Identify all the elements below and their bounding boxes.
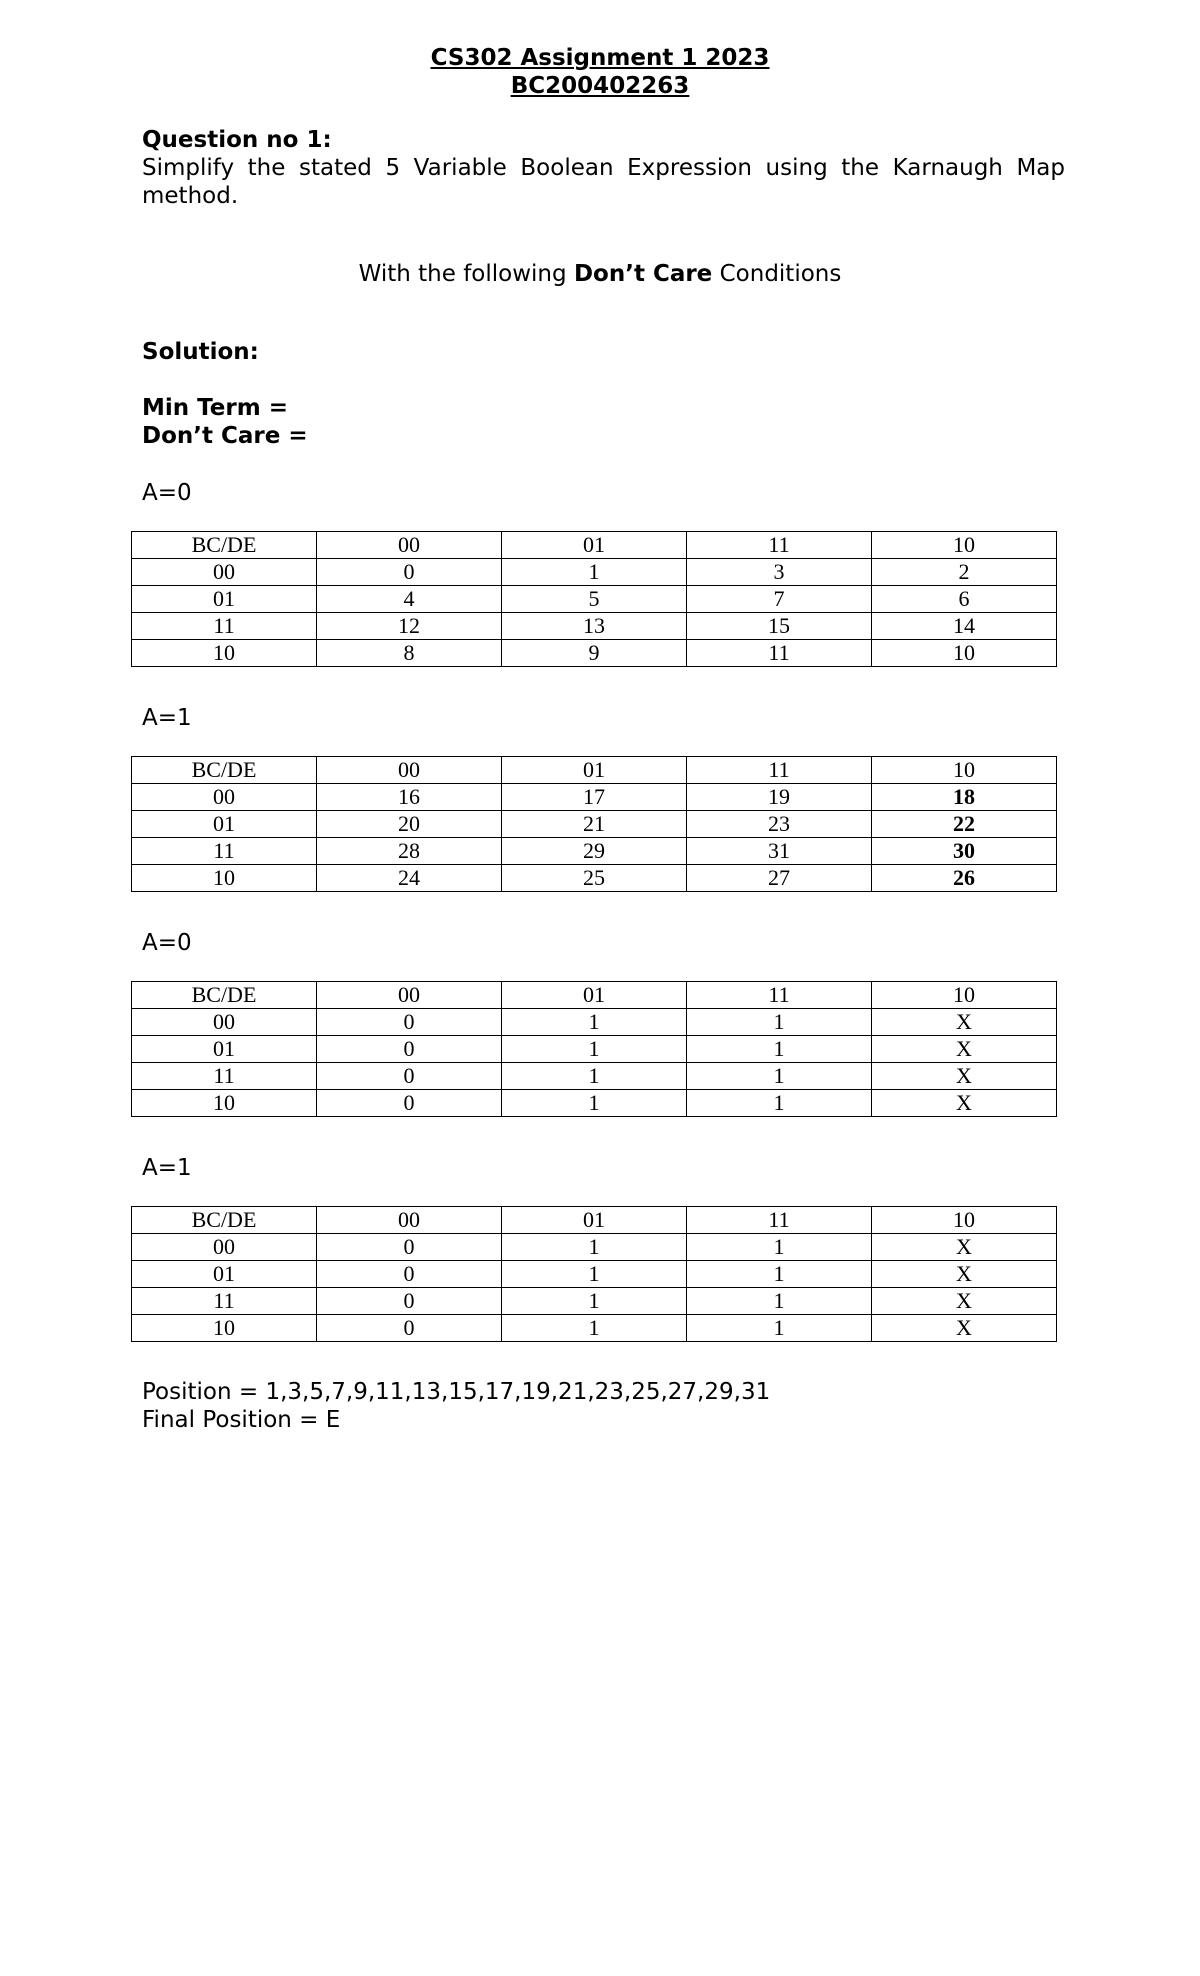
kmap-row-label: 00 [132, 1009, 317, 1036]
kmap-row-label: 00 [132, 559, 317, 586]
kmap-header-cell: 10 [872, 1207, 1057, 1234]
kmap-label: A=0 [142, 480, 192, 506]
kmap-row-label: 11 [132, 1063, 317, 1090]
kmap-cell: 10 [872, 640, 1057, 667]
kmap-row [132, 1288, 1057, 1315]
kmap-header-cell: 01 [502, 982, 687, 1009]
kmap-cell: 1 [502, 1036, 687, 1063]
kmap-cell: 1 [687, 1315, 872, 1342]
kmap-row [132, 1090, 1057, 1117]
kmap-cell: 19 [687, 784, 872, 811]
kmap-row [132, 1315, 1057, 1342]
kmap-cell: 1 [687, 1261, 872, 1288]
kmap-cell: 0 [317, 1288, 502, 1315]
kmap-cell: 13 [502, 613, 687, 640]
kmap-cell: 23 [687, 811, 872, 838]
kmap-cell: 0 [317, 1234, 502, 1261]
kmap-cell: 1 [502, 1063, 687, 1090]
kmap-cell: 22 [872, 811, 1057, 838]
kmap-cell: X [872, 1036, 1057, 1063]
kmap-cell: 1 [502, 1288, 687, 1315]
kmap-header-cell: 01 [502, 1207, 687, 1234]
assignment-title: CS302 Assignment 1 2023 [430, 45, 770, 71]
kmap-cell: 12 [317, 613, 502, 640]
kmap-cell: 20 [317, 811, 502, 838]
kmap-label: A=0 [142, 930, 192, 956]
kmap-header-cell: 01 [502, 757, 687, 784]
kmap-cell: 11 [687, 640, 872, 667]
kmap-row [132, 1261, 1057, 1288]
kmap-row-label: 00 [132, 784, 317, 811]
kmap-cell: 7 [687, 586, 872, 613]
kmap-cell: 0 [317, 559, 502, 586]
kmap-row-label: 10 [132, 865, 317, 892]
kmap-cell: 4 [317, 586, 502, 613]
kmap-header-cell: 10 [872, 982, 1057, 1009]
kmap-row-label: 10 [132, 1315, 317, 1342]
kmap-row [132, 559, 1057, 586]
kmap-row-label: 01 [132, 1036, 317, 1063]
kmap-cell: 25 [502, 865, 687, 892]
kmap-cell: 0 [317, 1090, 502, 1117]
kmap-cell: 1 [502, 1315, 687, 1342]
kmap-cell: 5 [502, 586, 687, 613]
dont-care-equation: Don’t Care = [142, 423, 308, 449]
kmap-row [132, 640, 1057, 667]
student-id: BC200402263 [510, 73, 690, 99]
kmap-header-cell: 11 [687, 757, 872, 784]
solution-heading: Solution: [142, 339, 259, 365]
kmap-cell: 0 [317, 1261, 502, 1288]
kmap-cell: X [872, 1261, 1057, 1288]
kmap-cell: 3 [687, 559, 872, 586]
kmap-cell: 8 [317, 640, 502, 667]
kmap-cell: 1 [687, 1090, 872, 1117]
kmap-header-cell: 00 [317, 757, 502, 784]
dont-care-conditions-line [0, 260, 1200, 288]
kmap-cell: 1 [502, 1009, 687, 1036]
kmap-table [131, 756, 1057, 892]
kmap-row-label: 01 [132, 1261, 317, 1288]
kmap-row-label: 11 [132, 838, 317, 865]
kmap-header-cell: 00 [317, 532, 502, 559]
position-line: Position = 1,3,5,7,9,11,13,15,17,19,21,23,25,27,29,31 [142, 1379, 771, 1405]
kmap-cell: X [872, 1009, 1057, 1036]
kmap-row [132, 1036, 1057, 1063]
kmap-row-label: 11 [132, 613, 317, 640]
kmap-row [132, 865, 1057, 892]
kmap-cell: 14 [872, 613, 1057, 640]
kmap-row [132, 586, 1057, 613]
kmap-cell: 30 [872, 838, 1057, 865]
kmap-header-cell: BC/DE [132, 757, 317, 784]
kmap-row [132, 1234, 1057, 1261]
kmap-header-cell: 00 [317, 1207, 502, 1234]
dont-care-suffix: Conditions [712, 261, 842, 287]
kmap-row-label: 10 [132, 640, 317, 667]
min-term-equation: Min Term = [142, 395, 288, 421]
kmap-cell: 15 [687, 613, 872, 640]
kmap-cell: X [872, 1288, 1057, 1315]
kmap-row-label: 01 [132, 586, 317, 613]
kmap-row-label: 01 [132, 811, 317, 838]
kmap-cell: 1 [502, 1261, 687, 1288]
kmap-cell: 29 [502, 838, 687, 865]
dont-care-prefix: With the following [358, 261, 574, 287]
final-position-line: Final Position = E [142, 1407, 341, 1433]
kmap-header-cell: BC/DE [132, 532, 317, 559]
kmap-cell: X [872, 1315, 1057, 1342]
kmap-cell: 1 [502, 559, 687, 586]
kmap-row [132, 613, 1057, 640]
kmap-header-row [132, 982, 1057, 1009]
kmap-row [132, 811, 1057, 838]
kmap-cell: X [872, 1063, 1057, 1090]
kmap-label: A=1 [142, 1155, 192, 1181]
kmap-header-cell: 11 [687, 982, 872, 1009]
kmap-header-cell: 01 [502, 532, 687, 559]
question-text: Simplify the stated 5 Variable Boolean Expression using the Karnaugh Map method. [142, 155, 1065, 209]
kmap-row [132, 784, 1057, 811]
kmap-cell: 1 [502, 1234, 687, 1261]
kmap-header-cell: 00 [317, 982, 502, 1009]
kmap-cell: 9 [502, 640, 687, 667]
kmap-row [132, 1009, 1057, 1036]
kmap-cell: 1 [687, 1036, 872, 1063]
dont-care-bold: Don’t Care [573, 261, 713, 287]
question-heading: Question no 1: [142, 127, 332, 153]
kmap-cell: 1 [687, 1063, 872, 1090]
kmap-cell: 6 [872, 586, 1057, 613]
kmap-row [132, 838, 1057, 865]
kmap-row-label: 10 [132, 1090, 317, 1117]
kmap-cell: 1 [687, 1288, 872, 1315]
kmap-cell: X [872, 1090, 1057, 1117]
kmap-cell: 31 [687, 838, 872, 865]
kmap-cell: 0 [317, 1009, 502, 1036]
kmap-cell: 0 [317, 1063, 502, 1090]
kmap-table [131, 981, 1057, 1117]
kmap-table [131, 531, 1057, 667]
kmap-cell: 21 [502, 811, 687, 838]
kmap-table [131, 1206, 1057, 1342]
kmap-cell: 16 [317, 784, 502, 811]
kmap-cell: 26 [872, 865, 1057, 892]
kmap-cell: 0 [317, 1315, 502, 1342]
kmap-header-cell: BC/DE [132, 1207, 317, 1234]
kmap-label: A=1 [142, 705, 192, 731]
kmap-header-row [132, 1207, 1057, 1234]
kmap-cell: 2 [872, 559, 1057, 586]
kmap-cell: 24 [317, 865, 502, 892]
kmap-header-cell: 11 [687, 1207, 872, 1234]
kmap-cell: 1 [687, 1009, 872, 1036]
kmap-header-cell: 10 [872, 757, 1057, 784]
kmap-header-cell: 11 [687, 532, 872, 559]
document-title-block [0, 44, 1200, 100]
kmap-cell: 1 [687, 1234, 872, 1261]
kmap-row-label: 11 [132, 1288, 317, 1315]
kmap-cell: 0 [317, 1036, 502, 1063]
kmap-header-row [132, 757, 1057, 784]
kmap-cell: 28 [317, 838, 502, 865]
kmap-row-label: 00 [132, 1234, 317, 1261]
kmap-header-cell: 10 [872, 532, 1057, 559]
kmap-cell: 1 [502, 1090, 687, 1117]
kmap-header-cell: BC/DE [132, 982, 317, 1009]
kmap-cell: 17 [502, 784, 687, 811]
kmap-cell: 18 [872, 784, 1057, 811]
kmap-cell: 27 [687, 865, 872, 892]
kmap-cell: X [872, 1234, 1057, 1261]
kmap-row [132, 1063, 1057, 1090]
kmap-header-row [132, 532, 1057, 559]
